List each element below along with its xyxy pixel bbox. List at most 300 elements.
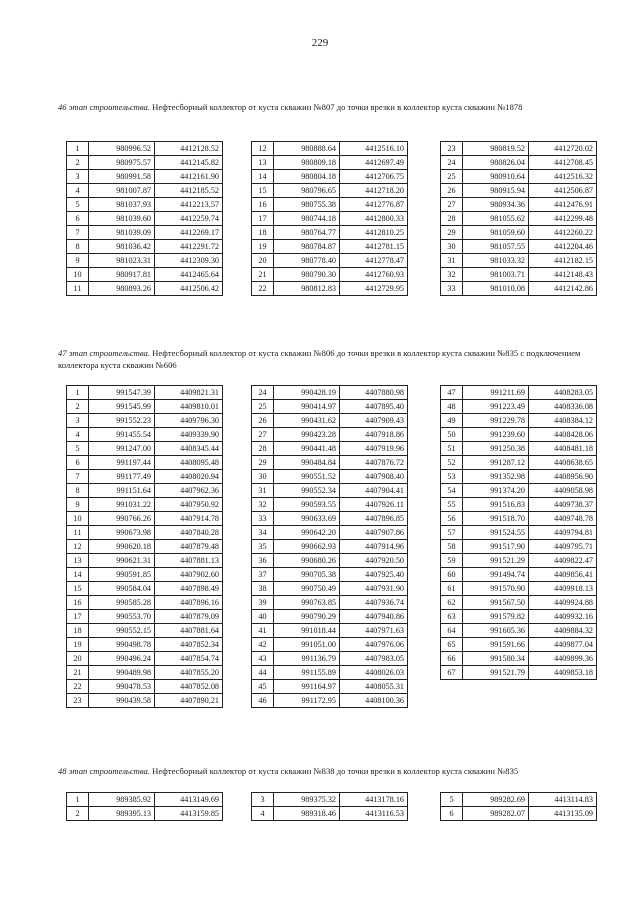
y-coordinate: 4412128.52 xyxy=(155,142,223,156)
x-coordinate: 990584.04 xyxy=(89,582,155,596)
y-coordinate: 4407852.08 xyxy=(155,680,223,694)
point-number: 56 xyxy=(441,512,463,526)
x-coordinate: 990478.53 xyxy=(89,680,155,694)
x-coordinate: 991352.98 xyxy=(463,470,529,484)
table-row xyxy=(441,596,597,610)
point-number: 37 xyxy=(252,568,274,582)
x-coordinate: 980893.26 xyxy=(89,282,155,296)
x-coordinate: 980778.40 xyxy=(274,254,340,268)
point-number: 1 xyxy=(67,386,89,400)
y-coordinate: 4408384.12 xyxy=(529,414,597,428)
table-row xyxy=(67,184,223,198)
y-coordinate: 4412309.30 xyxy=(155,254,223,268)
y-coordinate: 4413149.69 xyxy=(155,793,223,807)
y-coordinate: 4409821.31 xyxy=(155,386,223,400)
point-number: 5 xyxy=(67,198,89,212)
table-row xyxy=(441,512,597,526)
table-row xyxy=(67,170,223,184)
table-row xyxy=(441,582,597,596)
x-coordinate: 991151.64 xyxy=(89,484,155,498)
y-coordinate: 4412729.95 xyxy=(340,282,408,296)
point-number: 20 xyxy=(67,652,89,666)
y-coordinate: 4407896.16 xyxy=(155,596,223,610)
y-coordinate: 4407904.41 xyxy=(340,484,408,498)
x-coordinate: 990662.93 xyxy=(274,540,340,554)
table-row xyxy=(441,652,597,666)
y-coordinate: 4413114.83 xyxy=(529,793,597,807)
table-row xyxy=(252,212,408,226)
section-47-stage: 47 этап строительства. xyxy=(58,348,150,358)
point-number: 2 xyxy=(67,807,89,821)
y-coordinate: 4408428.06 xyxy=(529,428,597,442)
point-number: 60 xyxy=(441,568,463,582)
point-number: 50 xyxy=(441,428,463,442)
y-coordinate: 4409899.36 xyxy=(529,652,597,666)
x-coordinate: 991229.78 xyxy=(463,414,529,428)
x-coordinate: 991211.69 xyxy=(463,386,529,400)
point-number: 20 xyxy=(252,254,274,268)
y-coordinate: 4407854.74 xyxy=(155,652,223,666)
point-number: 25 xyxy=(252,400,274,414)
point-number: 15 xyxy=(67,582,89,596)
point-number: 1 xyxy=(67,142,89,156)
y-coordinate: 4412506.42 xyxy=(155,282,223,296)
table-row xyxy=(67,484,223,498)
x-coordinate: 980917.81 xyxy=(89,268,155,282)
table-row xyxy=(252,386,408,400)
point-number: 28 xyxy=(441,212,463,226)
table-row xyxy=(67,282,223,296)
point-number: 11 xyxy=(67,526,89,540)
x-coordinate: 990790.29 xyxy=(274,610,340,624)
x-coordinate: 991239.60 xyxy=(463,428,529,442)
table-row xyxy=(252,470,408,484)
y-coordinate: 4412516.10 xyxy=(340,142,408,156)
x-coordinate: 980804.18 xyxy=(274,170,340,184)
x-coordinate: 991250.38 xyxy=(463,442,529,456)
y-coordinate: 4407908.40 xyxy=(340,470,408,484)
x-coordinate: 981039.60 xyxy=(89,212,155,226)
y-coordinate: 4408095.48 xyxy=(155,456,223,470)
x-coordinate: 989375.32 xyxy=(274,793,340,807)
y-coordinate: 4407902.60 xyxy=(155,568,223,582)
table-row xyxy=(441,610,597,624)
point-number: 30 xyxy=(252,470,274,484)
x-coordinate: 981057.55 xyxy=(463,240,529,254)
table-row xyxy=(252,498,408,512)
table-row xyxy=(441,793,597,807)
point-number: 63 xyxy=(441,610,463,624)
table-row xyxy=(67,512,223,526)
y-coordinate: 4412476.91 xyxy=(529,198,597,212)
x-coordinate: 980784.87 xyxy=(274,240,340,254)
x-coordinate: 991155.89 xyxy=(274,666,340,680)
x-coordinate: 980975.57 xyxy=(89,156,155,170)
table-row xyxy=(67,254,223,268)
y-coordinate: 4412465.64 xyxy=(155,268,223,282)
table-row xyxy=(441,226,597,240)
point-number: 51 xyxy=(441,442,463,456)
table-row xyxy=(67,240,223,254)
table-row xyxy=(252,624,408,638)
x-coordinate: 980796.65 xyxy=(274,184,340,198)
point-number: 65 xyxy=(441,638,463,652)
x-coordinate: 981023.31 xyxy=(89,254,155,268)
y-coordinate: 4407876.72 xyxy=(340,456,408,470)
table-row xyxy=(67,442,223,456)
y-coordinate: 4412720.02 xyxy=(529,142,597,156)
point-number: 34 xyxy=(252,526,274,540)
table-row xyxy=(67,807,223,821)
y-coordinate: 4409932.16 xyxy=(529,610,597,624)
point-number: 4 xyxy=(67,184,89,198)
point-number: 29 xyxy=(441,226,463,240)
y-coordinate: 4409856.41 xyxy=(529,568,597,582)
table-row xyxy=(67,596,223,610)
point-number: 27 xyxy=(441,198,463,212)
x-coordinate: 989395.13 xyxy=(89,807,155,821)
table-row xyxy=(441,624,597,638)
table-row xyxy=(441,282,597,296)
y-coordinate: 4408638.65 xyxy=(529,456,597,470)
y-coordinate: 4407881.13 xyxy=(155,554,223,568)
point-number: 23 xyxy=(441,142,463,156)
point-number: 23 xyxy=(67,694,89,708)
x-coordinate: 990620.18 xyxy=(89,540,155,554)
y-coordinate: 4409795.71 xyxy=(529,540,597,554)
point-number: 1 xyxy=(67,793,89,807)
x-coordinate: 991517.90 xyxy=(463,540,529,554)
x-coordinate: 981033.32 xyxy=(463,254,529,268)
table-row xyxy=(441,386,597,400)
point-number: 13 xyxy=(252,156,274,170)
y-coordinate: 4412778.47 xyxy=(340,254,408,268)
table-row xyxy=(252,400,408,414)
table-row xyxy=(252,156,408,170)
point-number: 36 xyxy=(252,554,274,568)
point-number: 18 xyxy=(67,624,89,638)
x-coordinate: 991172.95 xyxy=(274,694,340,708)
point-number: 33 xyxy=(441,282,463,296)
table-row xyxy=(67,212,223,226)
table-row xyxy=(67,142,223,156)
x-coordinate: 991579.82 xyxy=(463,610,529,624)
section-46-heading xyxy=(58,101,598,113)
point-number: 21 xyxy=(67,666,89,680)
x-coordinate: 991494.74 xyxy=(463,568,529,582)
y-coordinate: 4409748.78 xyxy=(529,512,597,526)
x-coordinate: 980826.04 xyxy=(463,156,529,170)
x-coordinate: 990551.52 xyxy=(274,470,340,484)
table-row xyxy=(67,428,223,442)
x-coordinate: 980915.94 xyxy=(463,184,529,198)
y-coordinate: 4407918.86 xyxy=(340,428,408,442)
table-row xyxy=(67,666,223,680)
x-coordinate: 991591.66 xyxy=(463,638,529,652)
x-coordinate: 990750.49 xyxy=(274,582,340,596)
table-row xyxy=(441,414,597,428)
point-number: 26 xyxy=(441,184,463,198)
x-coordinate: 991580.34 xyxy=(463,652,529,666)
section-47-table-col-1 xyxy=(66,385,223,708)
table-row xyxy=(441,156,597,170)
y-coordinate: 4412776.87 xyxy=(340,198,408,212)
page-number: 229 xyxy=(311,37,329,49)
table-row xyxy=(252,666,408,680)
x-coordinate: 990585.28 xyxy=(89,596,155,610)
x-coordinate: 991547.39 xyxy=(89,386,155,400)
y-coordinate: 4409884.32 xyxy=(529,624,597,638)
table-row xyxy=(252,484,408,498)
point-number: 32 xyxy=(441,268,463,282)
x-coordinate: 989318.46 xyxy=(274,807,340,821)
point-number: 24 xyxy=(441,156,463,170)
point-number: 19 xyxy=(67,638,89,652)
point-number: 12 xyxy=(252,142,274,156)
section-48-table-col-1 xyxy=(66,792,223,821)
table-row xyxy=(252,268,408,282)
y-coordinate: 4407895.40 xyxy=(340,400,408,414)
x-coordinate: 990428.19 xyxy=(274,386,340,400)
x-coordinate: 991521.29 xyxy=(463,554,529,568)
table-row xyxy=(252,638,408,652)
point-number: 47 xyxy=(441,386,463,400)
point-number: 40 xyxy=(252,610,274,624)
point-number: 6 xyxy=(67,456,89,470)
x-coordinate: 991223.49 xyxy=(463,400,529,414)
point-number: 12 xyxy=(67,540,89,554)
point-number: 32 xyxy=(252,498,274,512)
table-row xyxy=(252,142,408,156)
y-coordinate: 4408481.18 xyxy=(529,442,597,456)
x-coordinate: 990593.55 xyxy=(274,498,340,512)
table-row xyxy=(252,554,408,568)
table-row xyxy=(441,212,597,226)
y-coordinate: 4407936.74 xyxy=(340,596,408,610)
point-number: 64 xyxy=(441,624,463,638)
table-row xyxy=(67,793,223,807)
y-coordinate: 4412506.87 xyxy=(529,184,597,198)
point-number: 44 xyxy=(252,666,274,680)
point-number: 28 xyxy=(252,442,274,456)
x-coordinate: 990423.28 xyxy=(274,428,340,442)
x-coordinate: 990633.69 xyxy=(274,512,340,526)
x-coordinate: 980888.64 xyxy=(274,142,340,156)
y-coordinate: 4407940.86 xyxy=(340,610,408,624)
x-coordinate: 991524.55 xyxy=(463,526,529,540)
section-48-title: Нефтесборный коллектор от куста скважин №838 до точки врезки в коллектор куста скважин №835 xyxy=(149,766,519,776)
section-47-table-col-2 xyxy=(251,385,408,708)
x-coordinate: 980764.77 xyxy=(274,226,340,240)
point-number: 7 xyxy=(67,470,89,484)
y-coordinate: 4409810.01 xyxy=(155,400,223,414)
x-coordinate: 990552.34 xyxy=(274,484,340,498)
point-number: 17 xyxy=(67,610,89,624)
table-row xyxy=(252,582,408,596)
point-number: 10 xyxy=(67,268,89,282)
section-46-table-col-1 xyxy=(66,141,223,296)
x-coordinate: 990498.78 xyxy=(89,638,155,652)
y-coordinate: 4407914.96 xyxy=(340,540,408,554)
y-coordinate: 4407896.85 xyxy=(340,512,408,526)
point-number: 2 xyxy=(67,400,89,414)
table-row xyxy=(441,807,597,821)
x-coordinate: 991018.44 xyxy=(274,624,340,638)
y-coordinate: 4408283.05 xyxy=(529,386,597,400)
point-number: 17 xyxy=(252,212,274,226)
y-coordinate: 4407840.28 xyxy=(155,526,223,540)
table-row xyxy=(67,694,223,708)
table-row xyxy=(67,582,223,596)
table-row xyxy=(441,638,597,652)
point-number: 30 xyxy=(441,240,463,254)
table-row xyxy=(67,414,223,428)
y-coordinate: 4412185.52 xyxy=(155,184,223,198)
y-coordinate: 4412204.46 xyxy=(529,240,597,254)
y-coordinate: 4412706.75 xyxy=(340,170,408,184)
y-coordinate: 4408100.36 xyxy=(340,694,408,708)
table-row xyxy=(252,184,408,198)
y-coordinate: 4409924.88 xyxy=(529,596,597,610)
table-row xyxy=(67,638,223,652)
table-row xyxy=(67,526,223,540)
y-coordinate: 4412516.32 xyxy=(529,170,597,184)
x-coordinate: 980934.36 xyxy=(463,198,529,212)
x-coordinate: 990553.70 xyxy=(89,610,155,624)
point-number: 55 xyxy=(441,498,463,512)
y-coordinate: 4408020.94 xyxy=(155,470,223,484)
y-coordinate: 4412697.49 xyxy=(340,156,408,170)
section-46-stage: 46 этап строительства. xyxy=(58,102,150,112)
table-row xyxy=(252,226,408,240)
table-row xyxy=(252,282,408,296)
table-row xyxy=(67,400,223,414)
table-row xyxy=(441,540,597,554)
y-coordinate: 4408336.08 xyxy=(529,400,597,414)
y-coordinate: 4413159.85 xyxy=(155,807,223,821)
x-coordinate: 990439.58 xyxy=(89,694,155,708)
y-coordinate: 4412145.82 xyxy=(155,156,223,170)
table-row xyxy=(441,268,597,282)
y-coordinate: 4407909.43 xyxy=(340,414,408,428)
point-number: 35 xyxy=(252,540,274,554)
y-coordinate: 4407881.64 xyxy=(155,624,223,638)
x-coordinate: 990441.48 xyxy=(274,442,340,456)
point-number: 7 xyxy=(67,226,89,240)
point-number: 6 xyxy=(441,807,463,821)
table-row xyxy=(252,414,408,428)
point-number: 22 xyxy=(252,282,274,296)
x-coordinate: 991516.83 xyxy=(463,498,529,512)
point-number: 5 xyxy=(67,442,89,456)
y-coordinate: 4409853.18 xyxy=(529,666,597,680)
x-coordinate: 981010.08 xyxy=(463,282,529,296)
x-coordinate: 981036.42 xyxy=(89,240,155,254)
x-coordinate: 980812.83 xyxy=(274,282,340,296)
section-48-table-col-2 xyxy=(251,792,408,821)
x-coordinate: 989282.07 xyxy=(463,807,529,821)
point-number: 53 xyxy=(441,470,463,484)
x-coordinate: 991518.70 xyxy=(463,512,529,526)
point-number: 41 xyxy=(252,624,274,638)
table-row xyxy=(67,554,223,568)
y-coordinate: 4407855.20 xyxy=(155,666,223,680)
point-number: 9 xyxy=(67,498,89,512)
y-coordinate: 4408956.90 xyxy=(529,470,597,484)
table-row xyxy=(441,240,597,254)
table-row xyxy=(252,512,408,526)
x-coordinate: 990414.97 xyxy=(274,400,340,414)
table-row xyxy=(67,470,223,484)
y-coordinate: 4408055.31 xyxy=(340,680,408,694)
point-number: 5 xyxy=(441,793,463,807)
point-number: 62 xyxy=(441,596,463,610)
point-number: 4 xyxy=(252,807,274,821)
section-46-table-col-3 xyxy=(440,141,597,296)
point-number: 16 xyxy=(252,198,274,212)
y-coordinate: 4412161.90 xyxy=(155,170,223,184)
section-48-table-col-3 xyxy=(440,792,597,821)
y-coordinate: 4412291.72 xyxy=(155,240,223,254)
point-number: 43 xyxy=(252,652,274,666)
point-number: 18 xyxy=(252,226,274,240)
point-number: 59 xyxy=(441,554,463,568)
table-row xyxy=(67,456,223,470)
x-coordinate: 991570.90 xyxy=(463,582,529,596)
point-number: 22 xyxy=(67,680,89,694)
table-row xyxy=(441,254,597,268)
y-coordinate: 4412800.33 xyxy=(340,212,408,226)
x-coordinate: 991164.97 xyxy=(274,680,340,694)
point-number: 3 xyxy=(252,793,274,807)
y-coordinate: 4413178.16 xyxy=(340,793,408,807)
y-coordinate: 4407971.63 xyxy=(340,624,408,638)
table-row xyxy=(252,456,408,470)
x-coordinate: 990431.62 xyxy=(274,414,340,428)
x-coordinate: 991552.23 xyxy=(89,414,155,428)
point-number: 33 xyxy=(252,512,274,526)
y-coordinate: 4409877.04 xyxy=(529,638,597,652)
point-number: 13 xyxy=(67,554,89,568)
y-coordinate: 4412260.22 xyxy=(529,226,597,240)
y-coordinate: 4412182.15 xyxy=(529,254,597,268)
point-number: 6 xyxy=(67,212,89,226)
table-row xyxy=(441,666,597,680)
section-48-stage: 48 этап строительства. xyxy=(58,766,150,776)
table-row xyxy=(441,442,597,456)
point-number: 29 xyxy=(252,456,274,470)
y-coordinate: 4412213.57 xyxy=(155,198,223,212)
y-coordinate: 4409058.98 xyxy=(529,484,597,498)
x-coordinate: 990766.26 xyxy=(89,512,155,526)
x-coordinate: 981003.71 xyxy=(463,268,529,282)
y-coordinate: 4407926.11 xyxy=(340,498,408,512)
point-number: 8 xyxy=(67,484,89,498)
y-coordinate: 4412142.86 xyxy=(529,282,597,296)
y-coordinate: 4407879.09 xyxy=(155,610,223,624)
y-coordinate: 4407950.92 xyxy=(155,498,223,512)
point-number: 25 xyxy=(441,170,463,184)
point-number: 67 xyxy=(441,666,463,680)
x-coordinate: 991197.44 xyxy=(89,456,155,470)
x-coordinate: 990489.98 xyxy=(89,666,155,680)
table-row xyxy=(67,540,223,554)
table-row xyxy=(67,156,223,170)
y-coordinate: 4409796.30 xyxy=(155,414,223,428)
point-number: 66 xyxy=(441,652,463,666)
point-number: 57 xyxy=(441,526,463,540)
y-coordinate: 4412781.15 xyxy=(340,240,408,254)
